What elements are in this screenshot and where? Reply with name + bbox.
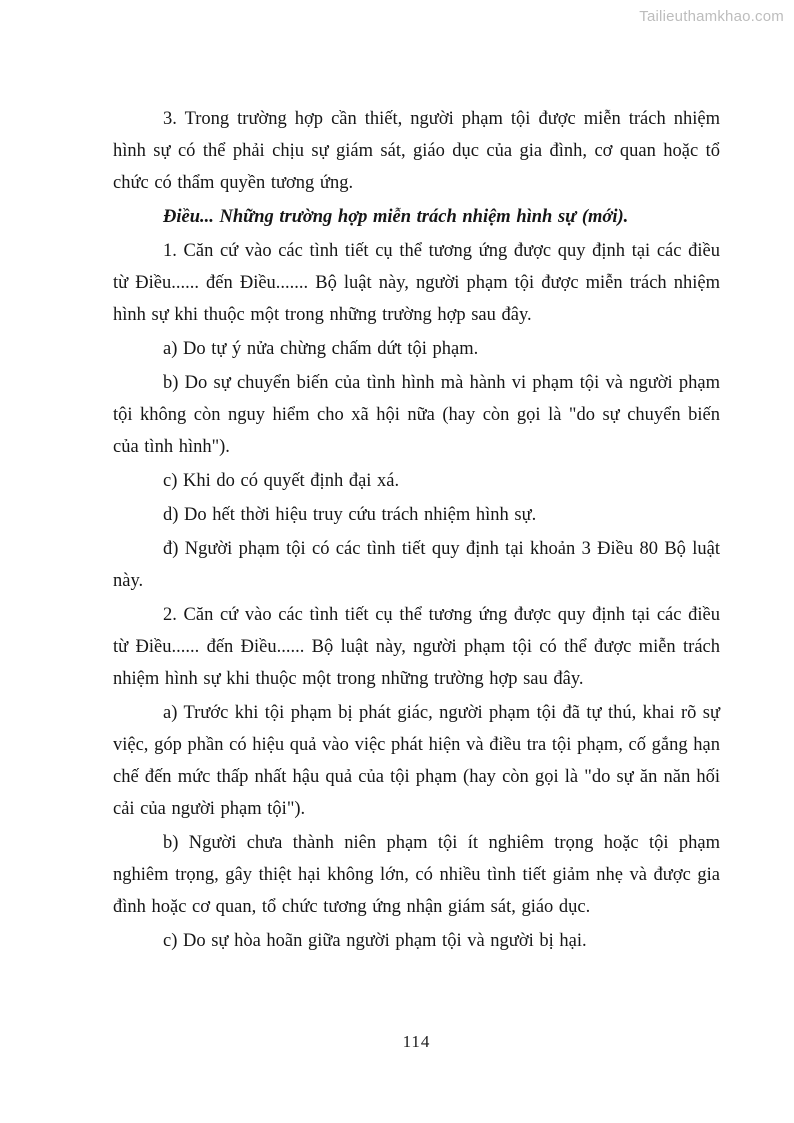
article-heading: Điều... Những trường hợp miễn trách nhiệm hình sự (mới). (163, 207, 629, 227)
paragraph-point-dd1: đ) Người phạm tội có các tình tiết quy định tại khoản 3 Điều 80 Bộ luật này. (113, 539, 720, 591)
paragraph-point-b1: b) Do sự chuyển biến của tình hình mà hành vi phạm tội và người phạm tội không còn nguy hiểm cho xã hội nữa (hay còn gọi là "do sự chuyển biến của tình hình"). (113, 373, 720, 457)
paragraph-point-d1: d) Do hết thời hiệu truy cứu trách nhiệm hình sự. (163, 505, 537, 525)
watermark-text: Tailieuthamkhao.com (639, 8, 784, 25)
paragraph-clause-1: 1. Căn cứ vào các tình tiết cụ thể tương ứng được quy định tại các điều từ Điều...... đến Điều....... Bộ luật này, người phạm tội được miễn trách nhiệm hình sự khi thuộc một trong những trường hợp sau đây. (113, 241, 720, 325)
paragraph-point-c2: c) Do sự hòa hoãn giữa người phạm tội và người bị hại. (163, 931, 587, 951)
paragraph-clause-3: 3. Trong trường hợp cần thiết, người phạm tội được miễn trách nhiệm hình sự có thể phải chịu sự giám sát, giáo dục của gia đình, cơ quan hoặc tổ chức có thẩm quyền tương ứng. (113, 109, 720, 193)
paragraph-point-a1: a) Do tự ý nửa chừng chấm dứt tội phạm. (163, 339, 479, 359)
paragraph-point-b2: b) Người chưa thành niên phạm tội ít nghiêm trọng hoặc tội phạm nghiêm trọng, gây thiệt hại không lớn, có nhiều tình tiết giảm nhẹ và được gia đình hoặc cơ quan, tổ chức tương ứng nhận giám sát, giáo dục. (113, 833, 720, 917)
paragraph-point-a2: a) Trước khi tội phạm bị phát giác, người phạm tội đã tự thú, khai rõ sự việc, góp phần có hiệu quả vào việc phát hiện và điều tra tội phạm, cố gắng hạn chế đến mức thấp nhất hậu quả của tội phạm (hay còn gọi là "do sự ăn năn hối cải của người phạm tội"). (113, 703, 720, 819)
page-number: 114 (402, 1032, 431, 1051)
paragraph-point-c1: c) Khi do có quyết định đại xá. (163, 471, 400, 491)
paragraph-clause-2: 2. Căn cứ vào các tình tiết cụ thể tương ứng được quy định tại các điều từ Điều...... đến Điều...... Bộ luật này, người phạm tội có thể được miễn trách nhiệm hình sự khi thuộc một trong những trường hợp sau đây. (113, 605, 720, 689)
page-footer (113, 1032, 720, 1052)
document-body (113, 103, 720, 959)
